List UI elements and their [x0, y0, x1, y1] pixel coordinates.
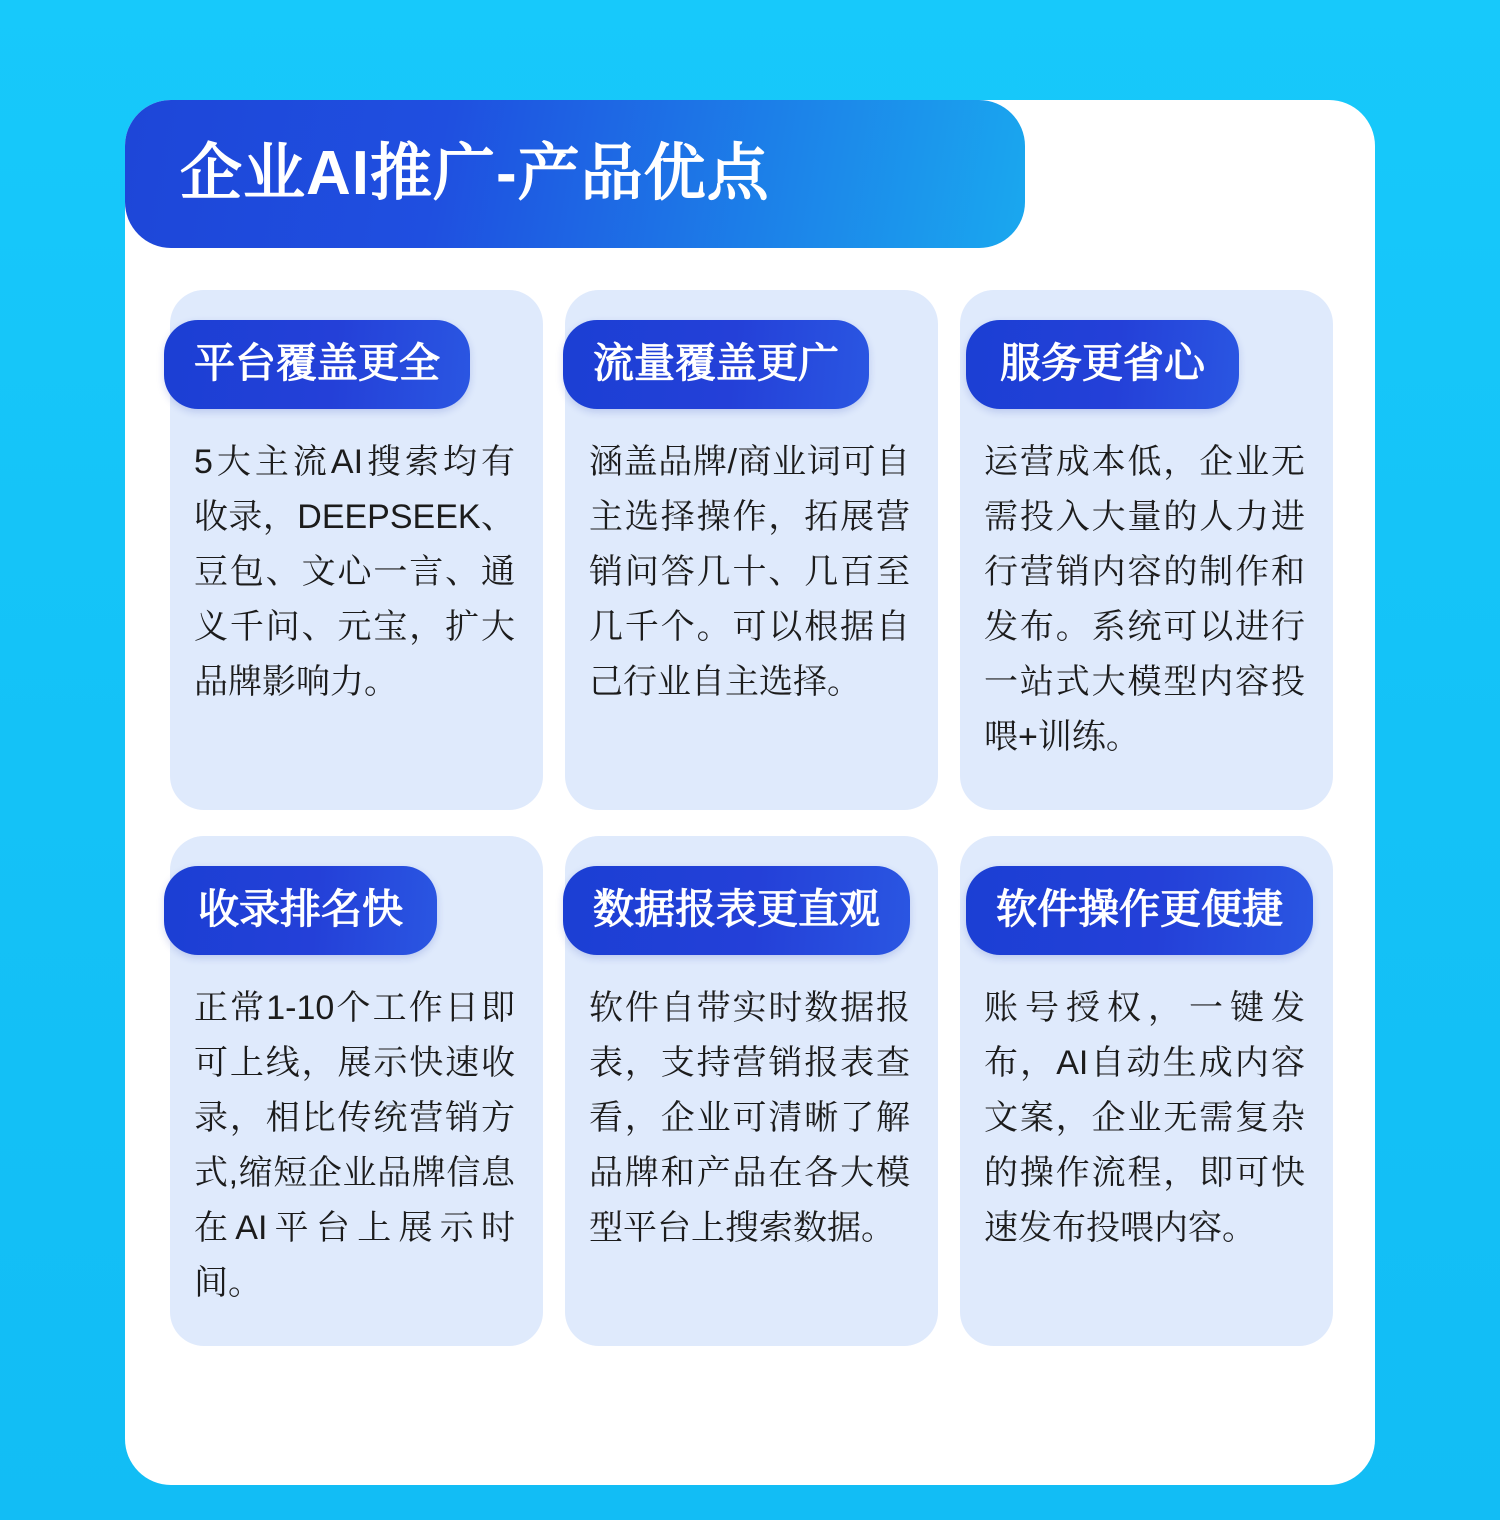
- feature-card-title: 服务更省心: [966, 320, 1239, 409]
- feature-card: [960, 836, 1333, 1346]
- feature-card-title: 平台覆盖更全: [164, 320, 470, 409]
- feature-card-body: 运营成本低，企业无需投入大量的人力进行营销内容的制作和发布。系统可以进行一站式大模型内容投喂+训练。: [984, 443, 1305, 757]
- feature-card-title: 软件操作更便捷: [966, 866, 1313, 955]
- feature-card-body: 5大主流AI搜索均有收录，DEEPSEEK、豆包、文心一言、通义千问、元宝，扩大品牌影响力。: [194, 443, 515, 702]
- feature-card-body: 账号授权，一键发布，AI自动生成内容文案，企业无需复杂的操作流程，即可快速发布投喂内容。: [984, 989, 1305, 1248]
- feature-card-grid: [170, 290, 1335, 1346]
- page-title-banner: [125, 100, 1025, 248]
- feature-card-body: 软件自带实时数据报表，支持营销报表查看，企业可清晰了解品牌和产品在各大模型平台上搜索数据。: [589, 989, 910, 1248]
- feature-card-title: 流量覆盖更广: [563, 320, 869, 409]
- page-title: 企业AI推广-产品优点: [180, 139, 770, 208]
- feature-card: [960, 290, 1333, 810]
- feature-card-title: 收录排名快: [164, 866, 437, 955]
- feature-card: [565, 836, 938, 1346]
- feature-card: [170, 290, 543, 810]
- feature-card: [565, 290, 938, 810]
- feature-card-title: 数据报表更直观: [563, 866, 910, 955]
- feature-card-body: 涵盖品牌/商业词可自主选择操作，拓展营销问答几十、几百至几千个。可以根据自己行业自主选择。: [589, 443, 910, 702]
- feature-card-body: 正常1-10个工作日即可上线，展示快速收录，相比传统营销方式,缩短企业品牌信息在AI平台上展示时间。: [194, 989, 515, 1303]
- feature-card: [170, 836, 543, 1346]
